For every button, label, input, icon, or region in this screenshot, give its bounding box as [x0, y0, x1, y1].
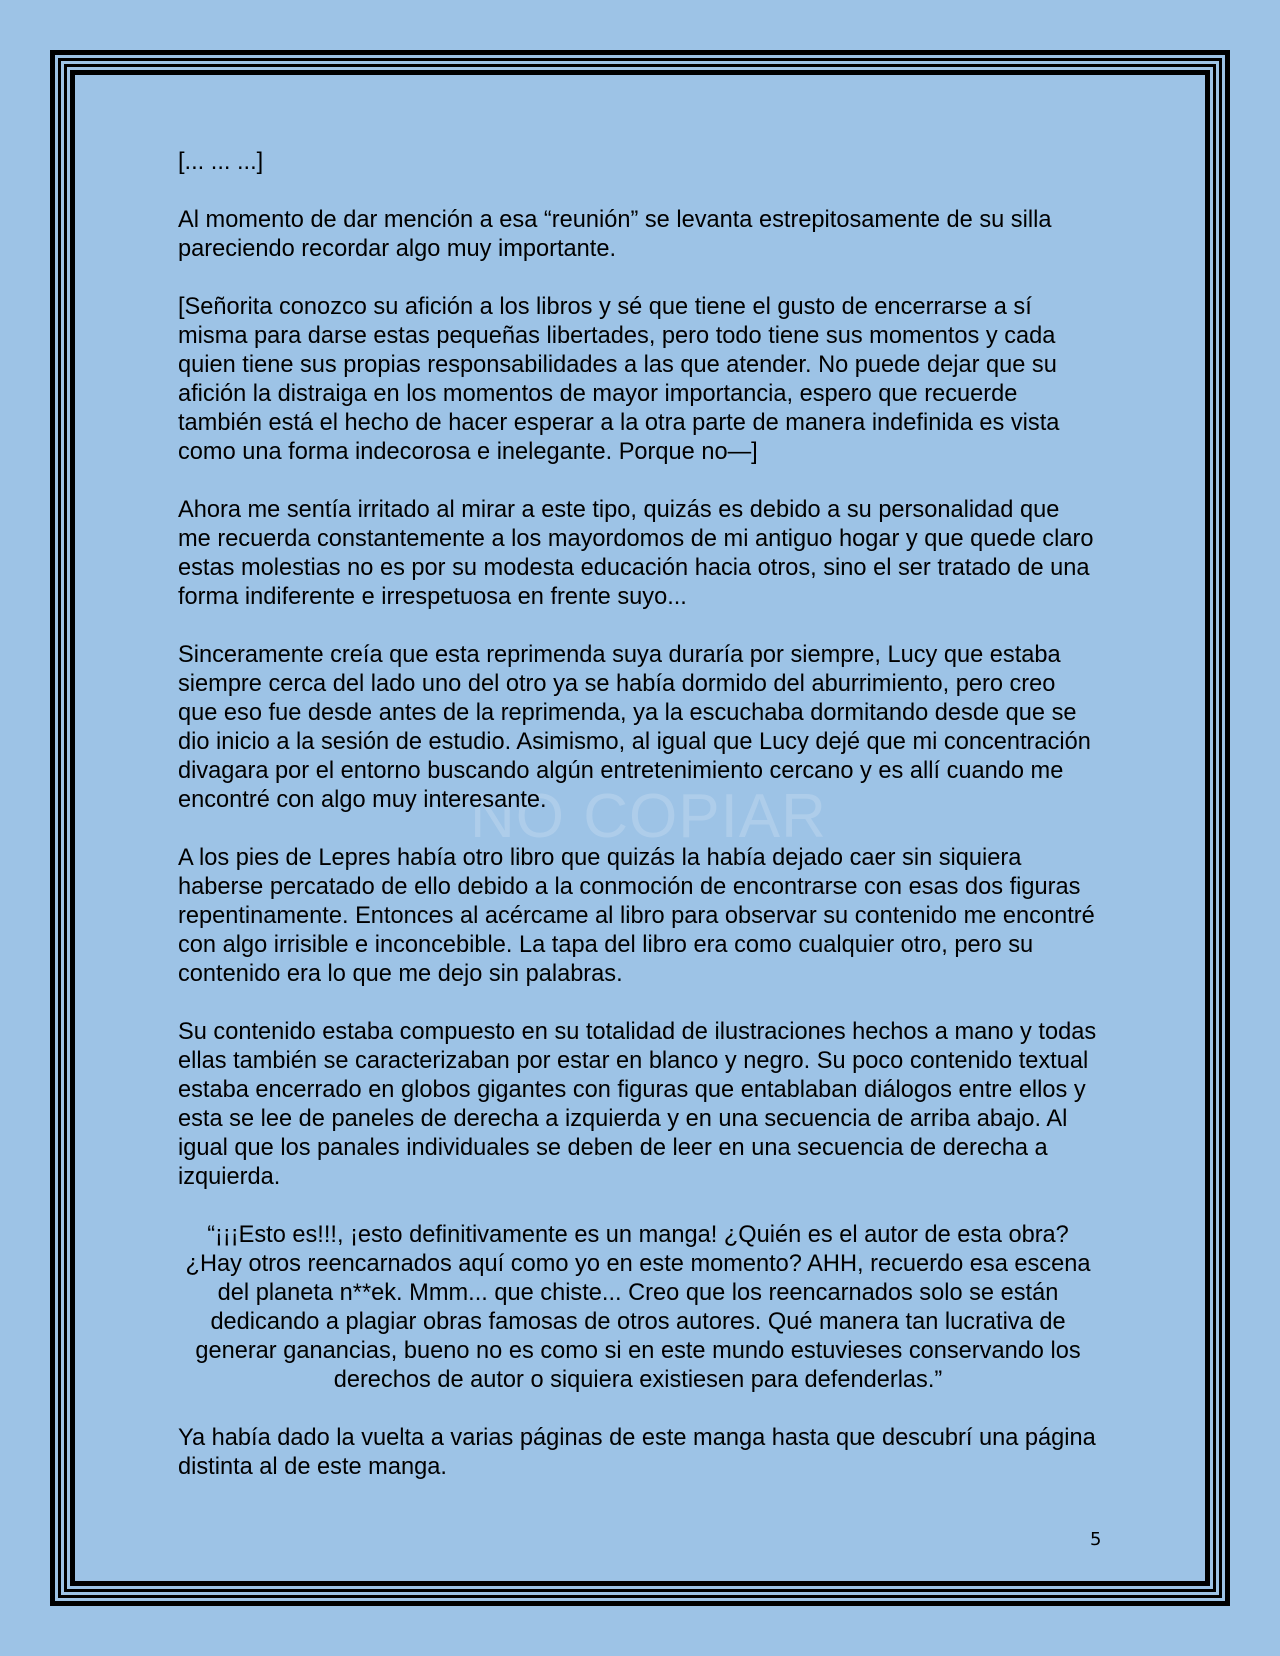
paragraph: Al momento de dar mención a esa “reunión” se levanta estrepitosamente de su silla pareciendo recordar algo muy importante.: [178, 207, 1052, 262]
paragraph: Ya había dado la vuelta a varias páginas de este manga hasta que descubrí una página distinta al de este manga.: [178, 1425, 1096, 1480]
paragraph: Sinceramente creía que esta reprimenda suya duraría por siempre, Lucy que estaba siempre cerca del lado uno del otro ya se había dormido del aburrimiento, pero creo que eso fue desde antes de la reprimenda, ya la escuchaba dormitando desde que se dio inicio a la sesión de estudio. Asimismo, al igual que Lucy dejé que mi concentración divagara por el entorno buscando algún entretenimiento cercano y es allí cuando me encontré con algo muy interesante.: [178, 642, 1091, 813]
paragraph: A los pies de Lepres había otro libro que quizás la había dejado caer sin siquiera haberse percatado de ello debido a la conmoción de encontrarse con esas dos figuras repentinamente. Entonces al acércame al libro para observar su contenido me encontré con algo irrisible e inconcebible. La tapa del libro era como cualquier otro, pero su contenido era lo que me dejo sin palabras.: [178, 845, 1095, 987]
watermark: NO COPIAR: [470, 782, 827, 851]
paragraph-ellipsis: [... ... ...]: [178, 149, 264, 175]
paragraph-dialogue: [Señorita conozco su afición a los libros y sé que tiene el gusto de encerrarse a sí misma para darse estas pequeñas libertades, pero todo tiene sus momentos y cada quien tiene sus propias responsabilidades a las que atender. No puede dejar que su afición la distraiga en los momentos de mayor importancia, espero que recuerde también está el hecho de hacer esperar a la otra parte de manera indefinida es vista como una forma indecorosa e inelegante. Porque no—]: [178, 294, 1060, 465]
paragraph: Ahora me sentía irritado al mirar a este tipo, quizás es debido a su personalidad que me recuerda constantemente a los mayordomos de mi antiguo hogar y que quede claro estas molestias no es por su modesta educación hacia otros, sino el ser tratado de una forma indiferente e irrespetuosa en frente suyo...: [178, 497, 1094, 610]
document-body: [178, 148, 1098, 1511]
paragraph: Su contenido estaba compuesto en su totalidad de ilustraciones hechos a mano y todas ellas también se caracterizaban por estar en blanco y negro. Su poco contenido textual estaba encerrado en globos gigantes con figuras que entablaban diálogos entre ellos y esta se lee de paneles de derecha a izquierda y en una secuencia de arriba abajo. Al igual que los panales individuales se deben de leer en una secuencia de derecha a izquierda.: [178, 1019, 1097, 1190]
page-number: 5: [1090, 1529, 1102, 1550]
paragraph-quote-centered: “¡¡¡Esto es!!!, ¡esto definitivamente es un manga! ¿Quién es el autor de esta obra? ¿Hay otros reencarnados aquí como yo en este momento? AHH, recuerdo esa escena del planeta n**ek. Mmm... que chiste... Creo que los reencarnados solo se están dedicando a plagiar obras famosas de otros autores. Qué manera tan lucrativa de generar ganancias, bueno no es como si en este mundo estuvieses conservando los derechos de autor o siquiera existiesen para defenderlas.”: [185, 1222, 1091, 1393]
